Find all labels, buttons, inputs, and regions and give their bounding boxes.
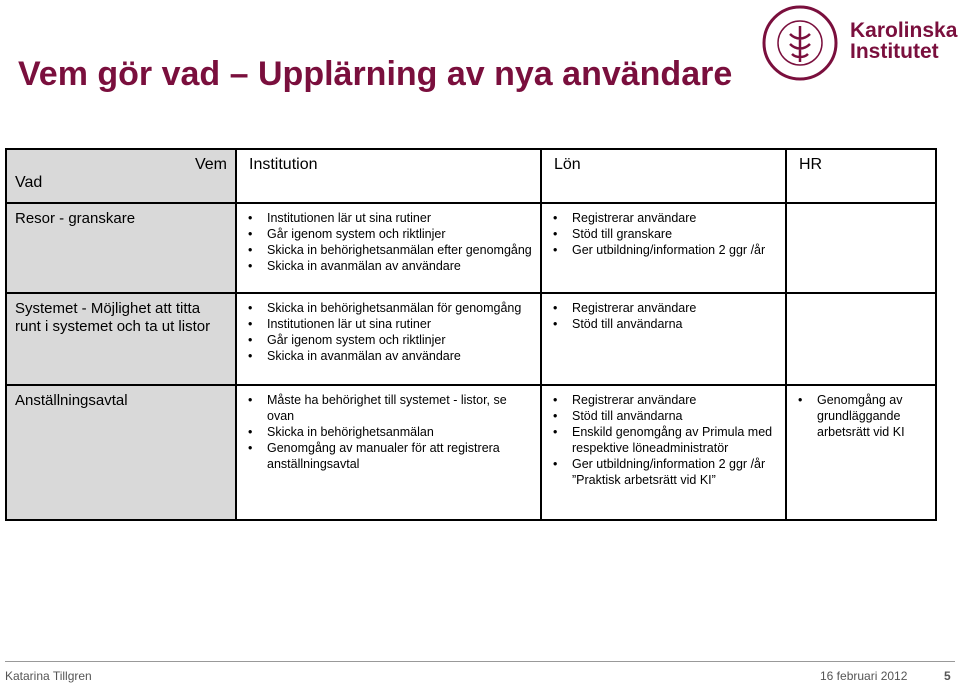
list-item: • Går igenom system och riktlinjer [245, 332, 536, 348]
cell-hr [786, 203, 936, 293]
list-item: • Enskild genomgång av Primula med respektive löneadministratör [550, 424, 781, 456]
cell-hr [786, 293, 936, 385]
list-item: • Skicka in behörighetsanmälan för genomgång [245, 300, 536, 316]
table-row [6, 293, 936, 385]
list-item: • Genomgång av grundläggande arbetsrätt vid KI [795, 392, 931, 440]
cell-lon [541, 203, 786, 293]
list-item: • Institutionen lär ut sina rutiner [245, 316, 536, 332]
header-row [6, 149, 936, 203]
list-item: • Ger utbildning/information 2 ggr /år [550, 242, 781, 258]
cell-lon [541, 293, 786, 385]
col-header-institution: Institution [236, 149, 541, 203]
list-item: • Skicka in behörighetsanmälan efter genomgång [245, 242, 536, 258]
footer-divider [5, 661, 955, 662]
cell-lon [541, 385, 786, 520]
corner-cell [6, 149, 236, 203]
list-item: • Skicka in behörighetsanmälan [245, 424, 536, 440]
list-item: • Stöd till användarna [550, 408, 781, 424]
list-item: • Måste ha behörighet till systemet - listor, se ovan [245, 392, 536, 424]
corner-vad: Vad [15, 174, 43, 191]
row-label-systemet: Systemet - Möjlighet att titta runt i systemet och ta ut listor [6, 293, 236, 385]
list-item: • Går igenom system och riktlinjer [245, 226, 536, 242]
page-number: 5 [944, 669, 951, 683]
row-label-anstallningsavtal: Anställningsavtal [6, 385, 236, 520]
logo-line2: Institutet [850, 40, 939, 63]
list-item: • Registrerar användare [550, 210, 781, 226]
logo-line1: Karolinska [850, 19, 958, 42]
cell-hr [786, 385, 936, 520]
responsibility-table [5, 148, 937, 521]
corner-vem: Vem [194, 156, 227, 173]
list-item: • Stöd till användarna [550, 316, 781, 332]
col-header-hr: HR [786, 149, 936, 203]
cell-institution [236, 293, 541, 385]
row-label-resor: Resor - granskare [6, 203, 236, 293]
list-item: • Genomgång av manualer för att registrera anställningsavtal [245, 440, 536, 472]
logo-wordmark [850, 20, 957, 62]
footer-author: Katarina Tillgren [5, 669, 92, 683]
list-item: • Skicka in avanmälan av användare [245, 258, 536, 274]
cell-institution [236, 385, 541, 520]
footer-date: 16 februari 2012 [820, 669, 908, 683]
list-item: • Skicka in avanmälan av användare [245, 348, 536, 364]
list-item: • Institutionen lär ut sina rutiner [245, 210, 536, 226]
table-row [6, 203, 936, 293]
list-item: • Registrerar användare [550, 392, 781, 408]
col-header-lon: Lön [541, 149, 786, 203]
table-row [6, 385, 936, 520]
list-item: • Stöd till granskare [550, 226, 781, 242]
list-item: • Registrerar användare [550, 300, 781, 316]
list-item: • Ger utbildning/information 2 ggr /år ”Praktisk arbetsrätt vid KI” [550, 456, 781, 488]
cell-institution [236, 203, 541, 293]
slide-title: Vem gör vad – Upplärning av nya användare [18, 55, 733, 93]
